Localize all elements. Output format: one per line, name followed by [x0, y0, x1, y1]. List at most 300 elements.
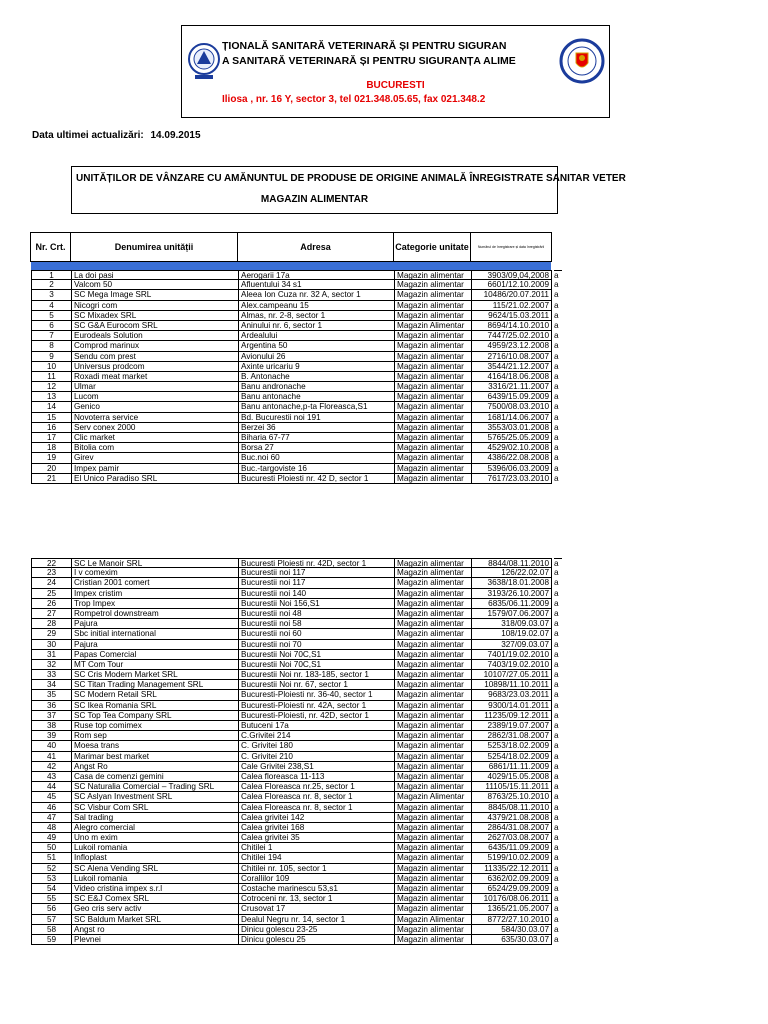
cell-address: Dinicu golescu 25 — [238, 935, 395, 945]
cell-registration: 5199/10.02.2009 — [471, 853, 552, 863]
cell-nr: 45 — [31, 792, 72, 802]
cell-address: Chitilei 194 — [238, 853, 395, 863]
cell-extra: a — [554, 341, 559, 351]
cell-address: Bucurestii noi 60 — [238, 629, 395, 639]
cell-address: Biharia 67-77 — [238, 433, 395, 443]
cell-category: Magazin alimentar — [394, 813, 472, 823]
cell-name: Uno m exim — [71, 833, 239, 843]
cell-nr: 5 — [31, 311, 72, 321]
cell-address: Buc.noi 60 — [238, 453, 395, 463]
cell-nr: 35 — [31, 690, 72, 700]
cell-extra: a — [554, 863, 559, 873]
cell-nr: 38 — [31, 721, 72, 731]
cell-registration: 1365/21.05.2007 — [471, 904, 552, 914]
cell-address: Alex.campeanu 15 — [238, 301, 395, 311]
cell-category: Magazin alimentar — [394, 453, 472, 463]
cell-nr: 36 — [31, 701, 72, 711]
cell-extra: a — [554, 629, 559, 639]
cell-nr: 26 — [31, 599, 72, 609]
cell-registration: 5253/18.02.2009 — [471, 741, 552, 751]
cell-extra: a — [554, 771, 559, 781]
cell-registration: 5765/25.05.2009 — [471, 433, 552, 443]
cell-address: Bucurestii noi 48 — [238, 609, 395, 619]
cell-nr: 24 — [31, 578, 72, 588]
cell-address: C. Grivitei 180 — [238, 741, 395, 751]
cell-name: Cristian 2001 comert — [71, 578, 239, 588]
header-city: BUCURESTI — [366, 80, 425, 91]
cell-category: Magazin alimentar — [394, 690, 472, 700]
cell-name: Bitolia com — [71, 443, 239, 453]
cell-extra: a — [554, 280, 559, 290]
cell-category: Magazin alimentar — [394, 578, 472, 588]
cell-name: Casa de comenzi gemini — [71, 772, 239, 782]
cell-address: C.Grivitei 214 — [238, 731, 395, 741]
cell-nr: 1 — [31, 270, 72, 280]
cell-category: Magazin alimentar — [394, 382, 472, 392]
cell-name: Roxadi meat market — [71, 372, 239, 382]
header-address: Iliosa , nr. 16 Y, sector 3, tel 021.348.05.65, fax 021.348.2 — [222, 94, 486, 105]
cell-registration: 2716/10.08.2007 — [471, 352, 552, 362]
cell-registration: 584/30.03.07 — [471, 925, 552, 935]
cell-registration: 5396/06.03.2009 — [471, 464, 552, 474]
cell-name: Clic market — [71, 433, 239, 443]
cell-address: Dinicu golescu 23-25 — [238, 925, 395, 935]
cell-address: Bd. Bucurestii noi 191 — [238, 413, 395, 423]
cell-address: Dealul Negru nr. 14, sector 1 — [238, 915, 395, 925]
cell-nr: 43 — [31, 772, 72, 782]
cell-nr: 2 — [31, 280, 72, 290]
cell-extra: a — [554, 822, 559, 832]
cell-extra: a — [554, 392, 559, 402]
cell-nr: 9 — [31, 352, 72, 362]
cell-address: Banu andronache — [238, 382, 395, 392]
cell-name: Valcom 50 — [71, 280, 239, 290]
cell-nr: 52 — [31, 864, 72, 874]
cell-name: Comprod marinux — [71, 341, 239, 351]
cell-name: Ulmar — [71, 382, 239, 392]
cell-nr: 25 — [31, 589, 72, 599]
cell-nr: 32 — [31, 660, 72, 670]
cell-name: Geo cris serv activ — [71, 904, 239, 914]
cell-address: Calea Floreasca nr.25, sector 1 — [238, 782, 395, 792]
cell-address: Bucurestii Noi nr. 67, sector 1 — [238, 680, 395, 690]
cell-nr: 53 — [31, 874, 72, 884]
cell-name: SC Alena Vending SRL — [71, 864, 239, 874]
cell-category: Magazin alimentar — [394, 474, 472, 484]
cell-registration: 4164/18.06.2008 — [471, 372, 552, 382]
cell-registration: 3316/21.11.2007 — [471, 382, 552, 392]
cell-registration: 5254/18.02.2009 — [471, 752, 552, 762]
cell-extra: a — [554, 463, 559, 473]
cell-category: Magazin alimentar — [394, 423, 472, 433]
cell-nr: 27 — [31, 609, 72, 619]
cell-name: SC Ikea Romania SRL — [71, 701, 239, 711]
cell-nr: 55 — [31, 894, 72, 904]
cell-category: Magazin alimentar — [394, 443, 472, 453]
cell-category: Magazin alimentar — [394, 599, 472, 609]
cell-address: Bucuresti-Ploiesti, nr. 42D, sector 1 — [238, 711, 395, 721]
cell-registration: 6362/02.09.2009 — [471, 874, 552, 884]
cell-name: Alegro comercial — [71, 823, 239, 833]
cell-name: SC Mega Image SRL — [71, 290, 239, 300]
cell-address: Afluentului 34 s1 — [238, 280, 395, 290]
cell-extra: a — [554, 371, 559, 381]
cell-address: Bucurestii noi 58 — [238, 619, 395, 629]
cell-registration: 10107/27.05.2011 — [471, 670, 552, 680]
cell-nr: 15 — [31, 413, 72, 423]
cell-nr: 3 — [31, 290, 72, 300]
cell-registration: 4529/02.10.2008 — [471, 443, 552, 453]
cell-name: Impex pamir — [71, 464, 239, 474]
cell-nr: 13 — [31, 392, 72, 402]
cell-name: Nicogri com — [71, 301, 239, 311]
cell-address: Bucurestii Noi 70C,S1 — [238, 660, 395, 670]
cell-registration: 8844/08.11.2010 — [471, 558, 552, 568]
cell-registration: 7401/19.02.2010 — [471, 650, 552, 660]
cell-nr: 8 — [31, 341, 72, 351]
cell-category: Magazin alimentar — [394, 558, 472, 568]
cell-category: Magazin alimentar — [394, 331, 472, 341]
cell-address: Bucurestii noi 70 — [238, 640, 395, 650]
cell-registration: 4386/22.08.2008 — [471, 453, 552, 463]
cell-nr: 19 — [31, 453, 72, 463]
cell-address: Bucurestii Noi 70C,S1 — [238, 650, 395, 660]
cell-name: MT Com Tour — [71, 660, 239, 670]
cell-registration: 318/09.03.07 — [471, 619, 552, 629]
cell-extra: a — [554, 782, 559, 792]
cell-registration: 4379/21.08.2008 — [471, 813, 552, 823]
cell-nr: 11 — [31, 372, 72, 382]
cell-address: Bucurestii Noi 156,S1 — [238, 599, 395, 609]
cell-extra: a — [554, 412, 559, 422]
cell-extra: a — [554, 802, 559, 812]
cell-nr: 18 — [31, 443, 72, 453]
cell-category: Magazin alimentar — [394, 568, 472, 578]
cell-address: Costache marinescu 53,s1 — [238, 884, 395, 894]
cell-registration: 11235/09.12.2011 — [471, 711, 552, 721]
cell-nr: 54 — [31, 884, 72, 894]
cell-registration: 10176/08.06.2011 — [471, 894, 552, 904]
cell-category: Magazin alimentar — [394, 629, 472, 639]
cell-extra: a — [554, 721, 559, 730]
cell-extra: a — [554, 914, 559, 924]
cell-extra: a — [554, 690, 559, 700]
cell-extra: a — [554, 670, 559, 680]
cell-registration: 9624/15.03.2011 — [471, 311, 552, 321]
cell-address: Bucuresti-Ploiesti nr. 42A, sector 1 — [238, 701, 395, 711]
cell-name: Plevnei — [71, 935, 239, 945]
cell-name: SC Aslyan Investment SRL — [71, 792, 239, 802]
cell-extra: a — [554, 619, 559, 629]
cell-registration: 126/22.02.07 — [471, 568, 552, 578]
cell-nr: 51 — [31, 853, 72, 863]
cell-name: Lukoil romania — [71, 874, 239, 884]
cell-name: SC Top Tea Company SRL — [71, 711, 239, 721]
cell-extra: a — [554, 310, 559, 320]
cell-extra: a — [554, 873, 559, 883]
col-header-category: Categorie unitate — [393, 232, 471, 262]
cell-registration: 6601/12.10.2009 — [471, 280, 552, 290]
cell-category: Magazin alimentar — [394, 680, 472, 690]
cell-name: Moesa trans — [71, 741, 239, 751]
cell-name: SC G&A Eurocom SRL — [71, 321, 239, 331]
cell-extra: a — [554, 402, 559, 412]
cell-extra: a — [554, 934, 559, 944]
cell-category: Magazin alimentar — [394, 660, 472, 670]
cell-extra: a — [554, 649, 559, 659]
cell-registration: 6835/06.11.2009 — [471, 599, 552, 609]
cell-registration: 8845/08.11.2010 — [471, 803, 552, 813]
cell-category: Magazin alimentar — [394, 352, 472, 362]
cell-category: Magazin alimentar — [394, 752, 472, 762]
cell-name: Infloplast — [71, 853, 239, 863]
cell-nr: 20 — [31, 464, 72, 474]
cell-nr: 4 — [31, 301, 72, 311]
cell-address: Buc.-targoviste 16 — [238, 464, 395, 474]
cell-address: C. Grivitei 210 — [238, 752, 395, 762]
cell-category: Magazin alimentar — [394, 772, 472, 782]
cell-extra: a — [554, 578, 559, 588]
cell-extra: a — [554, 659, 559, 669]
cell-category: Magazin alimentar — [394, 290, 472, 300]
cell-extra: a — [554, 792, 559, 802]
cell-extra: a — [554, 680, 559, 690]
cell-extra: a — [554, 853, 559, 863]
cell-extra: a — [554, 751, 559, 761]
cell-registration: 9683/23.03.2011 — [471, 690, 552, 700]
cell-registration: 6861/11.11.2009 — [471, 762, 552, 772]
cell-registration: 2389/19.07.2007 — [471, 721, 552, 731]
cell-registration: 10486/20.07.2011 — [471, 290, 552, 300]
cell-extra: a — [554, 700, 559, 710]
cell-category: Magazin alimentar — [394, 741, 472, 751]
cell-extra: a — [554, 904, 559, 914]
cell-nr: 31 — [31, 650, 72, 660]
cell-extra: a — [554, 731, 559, 741]
col-header-nr: Nr. Crt. — [30, 232, 71, 262]
cell-extra: a — [554, 884, 559, 893]
cell-name: I v comexim — [71, 568, 239, 578]
cell-name: Pajura — [71, 640, 239, 650]
cell-category: Magazin alimentar — [394, 874, 472, 884]
cell-category: Magazin alimentar — [394, 589, 472, 599]
cell-category: Magazin alimentar — [394, 362, 472, 372]
cell-extra: a — [554, 568, 559, 578]
cell-registration: 8694/14.10.2010 — [471, 321, 552, 331]
cell-nr: 29 — [31, 629, 72, 639]
cell-category: Magazin alimentar — [394, 853, 472, 863]
cell-address: Almas, nr. 2-8, sector 1 — [238, 311, 395, 321]
cell-nr: 12 — [31, 382, 72, 392]
cell-registration: 635/30.03.07 — [471, 935, 552, 945]
cell-name: Sendu com prest — [71, 352, 239, 362]
cell-extra: a — [554, 608, 559, 618]
cell-category: Magazin alimentar — [394, 670, 472, 680]
cell-category: Magazin alimentar — [394, 433, 472, 443]
cell-registration: 7447/25.02.2010 — [471, 331, 552, 341]
cell-category: Magazin alimentar — [394, 721, 472, 731]
cell-name: Lukoil romania — [71, 843, 239, 853]
cell-address: Banu antonache,p-ta Floreasca,S1 — [238, 402, 395, 412]
cell-extra: a — [554, 422, 559, 432]
cell-extra: a — [554, 924, 559, 934]
cell-extra: a — [554, 843, 559, 853]
cell-nr: 30 — [31, 640, 72, 650]
cell-address: Calea grivitei 142 — [238, 813, 395, 823]
cell-category: Magazin alimentar — [394, 372, 472, 382]
cell-name: Eurodeals Solution — [71, 331, 239, 341]
cell-name: SC Naturalia Comercial – Trading SRL — [71, 782, 239, 792]
cell-category: Magazin alimentar — [394, 803, 472, 813]
cell-nr: 17 — [31, 433, 72, 443]
cell-category: Magazin alimentar — [394, 904, 472, 914]
cell-nr: 39 — [31, 731, 72, 741]
cell-address: Calea floreasca 11-113 — [238, 772, 395, 782]
cell-registration: 9300/14.01.2011 — [471, 701, 552, 711]
cell-name: Angst ro — [71, 925, 239, 935]
cell-registration: 7403/19.02.2010 — [471, 660, 552, 670]
cell-extra: a — [554, 382, 559, 392]
cell-name: Pajura — [71, 619, 239, 629]
institution-header — [181, 25, 610, 118]
cell-name: Video cristina impex s.r.l — [71, 884, 239, 894]
cell-registration: 3193/26.10.2007 — [471, 589, 552, 599]
cell-address: Aleea Ion Cuza nr. 32 A, sector 1 — [238, 290, 395, 300]
cell-category: Magazin alimentar — [394, 640, 472, 650]
cell-registration: 10898/11.10.2011 — [471, 680, 552, 690]
cell-extra: a — [554, 710, 559, 720]
cell-name: SC Visbur Com SRL — [71, 803, 239, 813]
cell-registration: 3544/21.12.2007 — [471, 362, 552, 372]
cell-nr: 40 — [31, 741, 72, 751]
cell-category: Magazin alimentar — [394, 301, 472, 311]
cell-name: SC Cris Modern Market SRL — [71, 670, 239, 680]
cell-registration: 6524/29.09.2009 — [471, 884, 552, 894]
col-header-name: Denumirea unității — [70, 232, 238, 262]
cell-address: Calea Floreasca nr. 8, sector 1 — [238, 803, 395, 813]
cell-category: Magazin Alimentar — [394, 321, 472, 331]
cell-nr: 59 — [31, 935, 72, 945]
cell-extra: a — [554, 270, 562, 280]
cell-extra: a — [554, 741, 559, 751]
cell-name: Rompetrol downstream — [71, 609, 239, 619]
last-updated-date: 14.09.2015 — [150, 130, 201, 141]
cell-address: Chitilei nr. 105, sector 1 — [238, 864, 395, 874]
cell-registration: 2864/31.08.2007 — [471, 823, 552, 833]
last-updated-label: Data ultimei actualizări: — [32, 130, 144, 141]
cell-extra: a — [554, 320, 559, 330]
cell-category: Magazin alimentar — [394, 270, 472, 280]
cell-name: Impex cristim — [71, 589, 239, 599]
cell-address: Chitilei 1 — [238, 843, 395, 853]
cell-name: Genico — [71, 402, 239, 412]
cell-category: Magazin alimentar — [394, 762, 472, 772]
cell-extra: a — [554, 351, 559, 361]
cell-nr: 37 — [31, 711, 72, 721]
cell-name: El Unico Paradiso SRL — [71, 474, 239, 484]
cell-extra: a — [554, 361, 559, 371]
cell-category: Magazin alimentar — [394, 894, 472, 904]
cell-address: Bucurestii noi 117 — [238, 578, 395, 588]
cell-nr: 14 — [31, 402, 72, 412]
cell-category: Magazin alimentar — [394, 650, 472, 660]
cell-nr: 48 — [31, 823, 72, 833]
cell-category: Magazin alimentar — [394, 782, 472, 792]
cell-extra: a — [554, 833, 559, 843]
cell-nr: 23 — [31, 568, 72, 578]
cell-name: SC Titan Trading Management SRL — [71, 680, 239, 690]
cell-registration: 6439/15.09.2009 — [471, 392, 552, 402]
cell-name: SC Modern Retail SRL — [71, 690, 239, 700]
cell-address: Calea Floreasca nr. 8, sector 1 — [238, 792, 395, 802]
cell-registration: 2627/03.08.2007 — [471, 833, 552, 843]
cell-extra: a — [554, 453, 559, 463]
cell-nr: 42 — [31, 762, 72, 772]
cell-name: La doi pasi — [71, 270, 239, 280]
cell-extra: a — [554, 473, 559, 483]
cell-address: Corallilor 109 — [238, 874, 395, 884]
cell-address: Ardealului — [238, 331, 395, 341]
cell-registration: 3638/18.01.2008 — [471, 578, 552, 588]
cell-category: Magazin alimentar — [394, 864, 472, 874]
cell-address: Bucurestii noi 117 — [238, 568, 395, 578]
cell-category: Magazin Alimentar — [394, 792, 472, 802]
cell-name: Novoterra service — [71, 413, 239, 423]
cell-category: Magazin alimentar — [394, 711, 472, 721]
cell-extra: a — [554, 894, 559, 904]
cell-registration: 2862/31.08.2007 — [471, 731, 552, 741]
cell-nr: 34 — [31, 680, 72, 690]
cell-address: Aninului nr. 6, sector 1 — [238, 321, 395, 331]
cell-address: Bucuresti-Ploiesti nr. 36-40, sector 1 — [238, 690, 395, 700]
cell-address: Cale Grivitei 238,S1 — [238, 762, 395, 772]
government-seal-icon — [559, 38, 605, 84]
cell-address: Avionului 26 — [238, 352, 395, 362]
cell-registration: 11335/22.12.2011 — [471, 864, 552, 874]
cell-extra: a — [554, 588, 559, 598]
cell-category: Magazin alimentar — [394, 402, 472, 412]
last-updated — [32, 130, 201, 141]
col-header-registration: Numărul de înregistrare și data înregistrării — [470, 232, 552, 262]
cell-category: Magazin alimentar — [394, 280, 472, 290]
cell-nr: 22 — [31, 558, 72, 568]
cell-address: Berzei 36 — [238, 423, 395, 433]
cell-category: Magazin alimentar — [394, 413, 472, 423]
cell-category: Magazin alimentar — [394, 833, 472, 843]
cell-nr: 21 — [31, 474, 72, 484]
header-line-1: ȚIONALĂ SANITARĂ VETERINARĂ ȘI PENTRU SIGURAN — [222, 40, 507, 52]
cell-category: Magazin alimentar — [394, 341, 472, 351]
cell-address: Bucuresti Ploiesti nr. 42D, sector 1 — [238, 558, 395, 568]
cell-extra: a — [554, 443, 559, 453]
cell-name: Ruse top comimex — [71, 721, 239, 731]
cell-nr: 10 — [31, 362, 72, 372]
cell-address: Argentina 50 — [238, 341, 395, 351]
cell-address: Butuceni 17a — [238, 721, 395, 731]
cell-name: SC Baldum Market SRL — [71, 915, 239, 925]
cell-extra: a — [554, 300, 559, 310]
cell-name: SC Mixadex SRL — [71, 311, 239, 321]
cell-category: Magazin alimentar — [394, 701, 472, 711]
cell-nr: 50 — [31, 843, 72, 853]
cell-nr: 7 — [31, 331, 72, 341]
cell-registration: 8763/25.10.2010 — [471, 792, 552, 802]
cell-name: Universus prodcom — [71, 362, 239, 372]
cell-nr: 6 — [31, 321, 72, 331]
cell-registration: 8772/27.10.2010 — [471, 915, 552, 925]
cell-nr: 47 — [31, 813, 72, 823]
cell-name: Rom sep — [71, 731, 239, 741]
